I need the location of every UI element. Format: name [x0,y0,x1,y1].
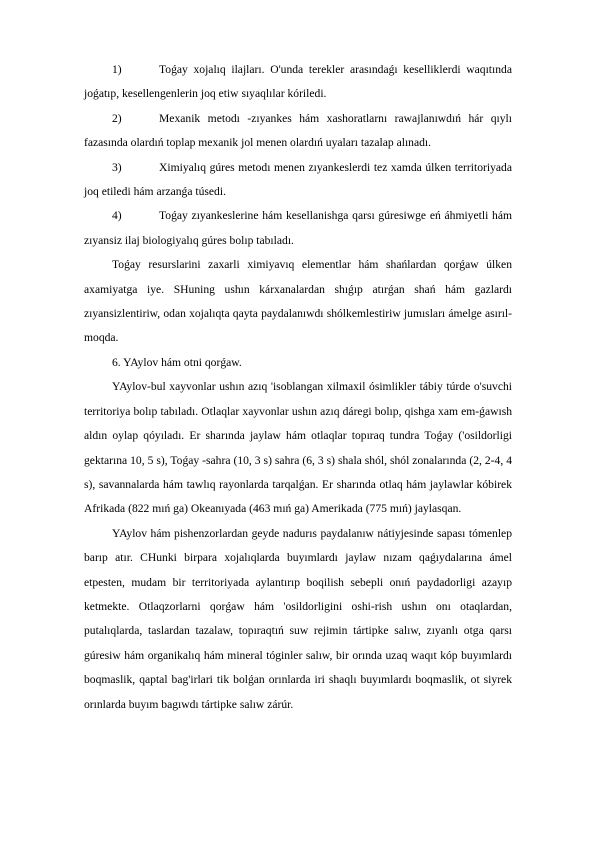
document-page [84,58,512,717]
list-item [84,58,512,107]
list-number: 1) [112,63,122,76]
list-item [84,107,512,156]
paragraph-pastures: YAylov-bul xayvonlar ushın azıq 'isoblangan xilmaxil ósimlikler tábiy túrde o'suvchi territoriya bolıp tabıladı. Otlaqlar xayvonlar ushın azıq dáregi bolıp, qishga xam em-ǵawısh aldın oylap qóyıladı. Er sharında jaylaw hám otlaqlar topıraq tundra Toǵay ('osildorligi gektarına 10, 5 s), Toǵay -sahra (10, 3 s) sahra (6, 3 s) shala shól, shól zonalarında (2, 2-4, 4 s), savannalarda hám tawlıq rayonlarda tarqalǵan. Er sharında otlaq hám jaylawlar kóbirek Afrikada (822 mıń ga) Okeanıyada (463 mıń ga) Amerikada (775 mıń) jaylasqan. [84,380,512,516]
list-number: 4) [112,209,122,223]
section-heading: 6. YAylov hám otni qorǵaw. [112,355,242,369]
paragraph-forest-protection: Toǵay resurslarini zaxarli ximiyavıq elementlar hám shańlardan qorǵaw úlken axamiyatga iye. SHuning ushın kárxanalardan shıǵıp atırǵan shań hám gazlardı zıyansizlentiriw, odan xojalıqta qayta paydalanıwdı shólkemlestiriw jumısları ámelge asırıl-moqda. [84,258,512,345]
list-text: Toǵay xojalıq ilajları. O'unda terekler arasındaǵı keselliklerdi waqıtında joǵatıp, kesellengenlerin joq etiw sıyaqlılar kóriledi. [84,63,512,101]
paragraph-pasture-care: YAylov hám pishenzorlardan geyde nadurıs paydalanıw nátiyjesinde sapası tómenlep barıp atır. CHunki birpara xojalıqlarda buyımlardı jaylaw nızam qaǵıydalarına ámel etpesten, mudam bir territoriyada aylantırıp boqilish sebepli onıń paydadorligi azayıp ketmekte. Otlaqzorlarni qorǵaw hám 'osildorligini oshi-rish ushın onı otaqlardan, putalıqlarda, taslardan tazalaw, topıraqtıń suw rejimin tártipke salıw, zıyanlı otga qarsı gúresiw hám organikalıq hám mineral tóginler salıw, bir orında uzaq waqıt kóp buyımlardı boqmaslik, qaptal bag'irlari tik bolǵan orınlarda iri shaqlı buyımlardı boqmaslik, ot siyrek orınlarda buyım bagıwdı tártipke salıw zárúr. [84,526,512,711]
list-item [84,204,512,253]
list-number: 3) [112,160,122,174]
list-text: Mexanik metodı -zıyankes hám xashoratlarnı rawajlanıwdıń hár qıylı fazasında olardıń toplap mexanik jol menen olardıń uyaları tazalap alınadı. [84,111,512,150]
list-item [84,156,512,205]
list-text: Ximiyalıq gúres metodı menen zıyankeslerdi tez xamda úlken territoriyada joq etiledi hám arzanǵa túsedi. [84,160,512,199]
list-number: 2) [112,111,122,125]
list-text: Toǵay zıyankeslerine hám kesellanishga qarsı gúresiwge eń áhmiyetli hám zıyansiz ilaj biologiyalıq gúres bolıp tabıladı. [84,209,512,247]
